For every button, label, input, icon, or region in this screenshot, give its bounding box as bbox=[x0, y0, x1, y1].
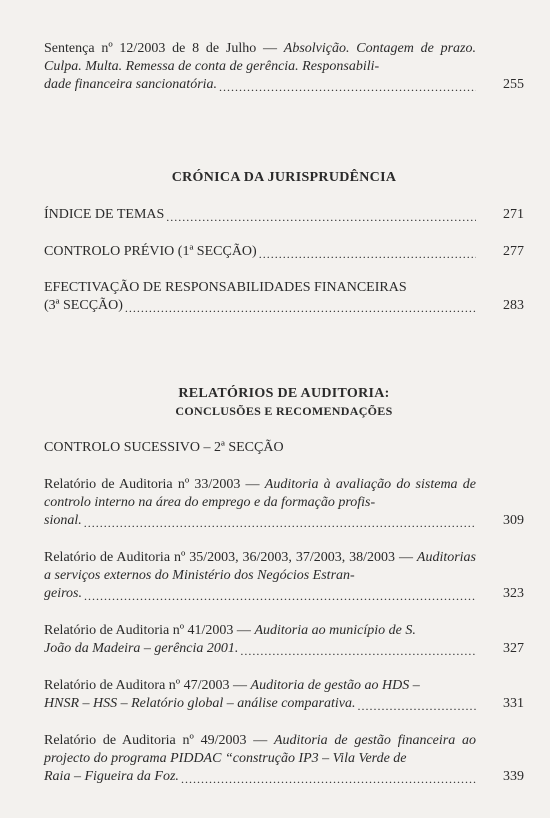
page-number: 339 bbox=[503, 769, 524, 784]
leader-dots bbox=[84, 516, 476, 530]
page-number: 309 bbox=[503, 513, 524, 528]
leader-dots bbox=[259, 247, 476, 261]
entry-lead: Relatório de Auditoria nº 33/2003 — bbox=[44, 477, 260, 492]
entry-lead: Relatório de Auditoria nº 49/2003 — bbox=[44, 733, 268, 748]
toc-entry-report-33 bbox=[44, 476, 524, 530]
section-heading-cronica: CRÓNICA DA JURISPRUDÊNCIA bbox=[171, 170, 397, 185]
page-number: 271 bbox=[503, 207, 524, 222]
entry-last-line: dade financeira sancionatória. bbox=[44, 77, 218, 92]
entry-label: ÍNDICE DE TEMAS bbox=[44, 207, 165, 222]
entry-label-line1: EFECTIVAÇÃO DE RESPONSABILIDADES FINANCEIRAS bbox=[44, 280, 407, 295]
entry-lead: Relatório de Auditoria nº 41/2003 — bbox=[44, 623, 251, 638]
toc-entry-sentenca bbox=[44, 40, 524, 94]
entry-last-line: geiros. bbox=[44, 586, 82, 601]
page-number: 283 bbox=[503, 298, 524, 313]
section-heading-relatorios: RELATÓRIOS DE AUDITORIA: bbox=[178, 386, 390, 401]
entry-italic: Auditoria de gestão financeira ao projecto do programa PIDDAC “construção IP3 – Vila Verde de bbox=[44, 733, 476, 766]
entry-lead: Sentença nº 12/2003 de 8 de Julho — bbox=[44, 41, 277, 56]
entry-last-line: sional. bbox=[44, 513, 82, 528]
entry-lead: Relatório de Auditora nº 47/2003 — bbox=[44, 678, 248, 693]
leader-dots bbox=[357, 699, 476, 713]
entry-last-line: João da Madeira – gerência 2001. bbox=[44, 641, 239, 656]
toc-entry-report-41 bbox=[44, 622, 524, 658]
toc-entry-efectivacao bbox=[44, 279, 524, 315]
page-number: 255 bbox=[503, 77, 524, 92]
entry-label: CONTROLO PRÉVIO (1ª SECÇÃO) bbox=[44, 244, 257, 259]
subsection-controlo-sucessivo: CONTROLO SUCESSIVO – 2ª SECÇÃO bbox=[44, 440, 284, 455]
entry-last-line: Raia – Figueira da Foz. bbox=[44, 769, 179, 784]
entry-lead: Relatório de Auditoria nº 35/2003, 36/2003, 37/2003, 38/2003 — bbox=[44, 550, 413, 565]
entry-last-line: HNSR – HSS – Relatório global – análise comparativa. bbox=[44, 696, 356, 711]
page-number: 331 bbox=[503, 696, 524, 711]
entry-italic: Auditorias a serviços externos do Ministério dos Negócios Estran- bbox=[44, 550, 477, 583]
leader-dots bbox=[240, 644, 476, 658]
entry-label-line2: (3ª SECÇÃO) bbox=[44, 298, 123, 313]
leader-dots bbox=[219, 80, 476, 94]
toc-entry-report-35 bbox=[44, 549, 524, 603]
toc-entry-report-47 bbox=[44, 677, 524, 713]
page-number: 323 bbox=[503, 586, 524, 601]
entry-italic: Auditoria à avaliação do sistema de controlo interno na área do emprego e da formação profis- bbox=[44, 477, 476, 510]
leader-dots bbox=[181, 772, 476, 786]
entry-italic: Absolvição. Contagem de prazo. Culpa. Multa. Remessa de conta de gerência. Responsabili- bbox=[44, 41, 476, 74]
page-number: 277 bbox=[503, 244, 524, 259]
toc-entry-controlo-previo bbox=[44, 243, 524, 261]
toc-entry-text bbox=[44, 40, 476, 76]
section-subheading-conclusoes: CONCLUSÕES E RECOMENDAÇÕES bbox=[175, 404, 393, 418]
leader-dots bbox=[166, 210, 476, 224]
toc-entry-indice bbox=[44, 206, 524, 224]
leader-dots bbox=[125, 301, 476, 315]
toc-entry-report-49 bbox=[44, 732, 524, 786]
entry-italic: Auditoria de gestão ao HDS – bbox=[250, 678, 420, 693]
leader-dots bbox=[84, 589, 476, 603]
page-number: 327 bbox=[503, 641, 524, 656]
entry-italic: Auditoria ao município de S. bbox=[254, 623, 416, 638]
